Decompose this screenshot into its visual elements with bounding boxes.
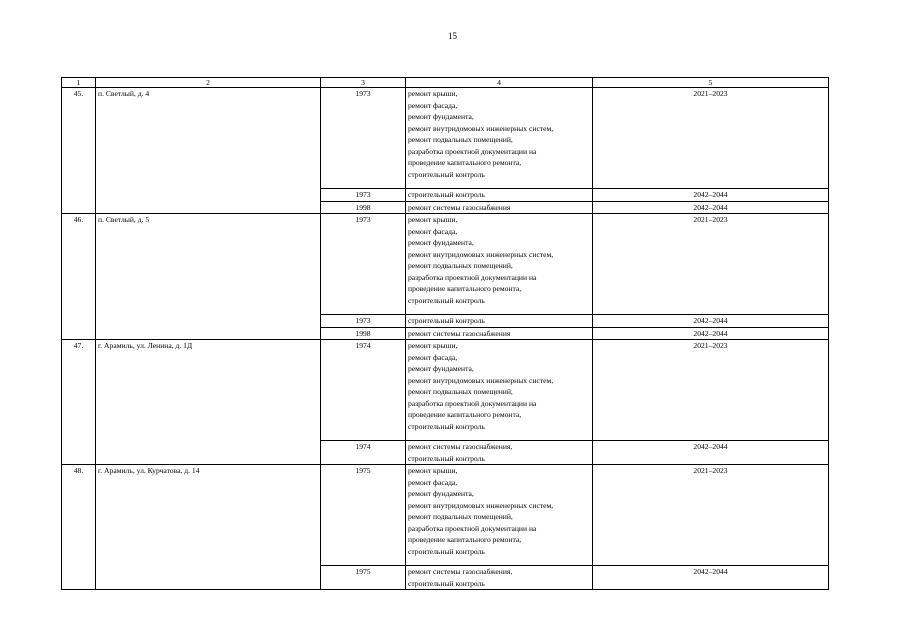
entry-works: ремонт системы газоснабжения xyxy=(406,327,593,340)
entry-number: 45. xyxy=(62,88,96,214)
entry-year: 1973 xyxy=(321,315,406,328)
entry-works: ремонт системы газоснабжения xyxy=(406,201,593,214)
repair-schedule-table xyxy=(61,77,829,590)
entry-number: 48. xyxy=(62,465,96,590)
entry-period: 2021–2023 xyxy=(593,465,829,566)
entry-period: 2042–2044 xyxy=(593,189,829,202)
entry-works: ремонт крыши, ремонт фасада, ремонт фундамента, ремонт внутридомовых инженерных систем, ремонт подвальных помещений, разработка проектной документации на проведение капитального ремонта, строительный контроль xyxy=(406,340,593,441)
entry-year: 1975 xyxy=(321,465,406,566)
entry-year: 1975 xyxy=(321,566,406,590)
entry-works: ремонт крыши, ремонт фасада, ремонт фундамента, ремонт внутридомовых инженерных систем, ремонт подвальных помещений, разработка проектной документации на проведение капитального ремонта, строительный контроль xyxy=(406,465,593,566)
header-row xyxy=(62,78,829,88)
entry-year: 1973 xyxy=(321,189,406,202)
header-cell-4: 4 xyxy=(406,78,593,88)
table-row xyxy=(62,340,829,441)
entry-number: 46. xyxy=(62,214,96,340)
entry-works: ремонт системы газоснабжения, строительный контроль xyxy=(406,566,593,590)
entry-period: 2021–2023 xyxy=(593,340,829,441)
entry-period: 2042–2044 xyxy=(593,441,829,465)
entry-works: ремонт системы газоснабжения, строительный контроль xyxy=(406,441,593,465)
entry-period: 2021–2023 xyxy=(593,214,829,315)
entry-year: 1974 xyxy=(321,441,406,465)
table-row xyxy=(62,214,829,315)
header-cell-1: 1 xyxy=(62,78,96,88)
entry-period: 2042–2044 xyxy=(593,566,829,590)
entry-year: 1973 xyxy=(321,88,406,189)
header-cell-5: 5 xyxy=(593,78,829,88)
entry-works: ремонт крыши, ремонт фасада, ремонт фундамента, ремонт внутридомовых инженерных систем, ремонт подвальных помещений, разработка проектной документации на проведение капитального ремонта, строительный контроль xyxy=(406,88,593,189)
entry-year: 1973 xyxy=(321,214,406,315)
entry-period: 2042–2044 xyxy=(593,315,829,328)
entry-period: 2042–2044 xyxy=(593,327,829,340)
entry-period: 2021–2023 xyxy=(593,88,829,189)
entry-works: строительный контроль xyxy=(406,189,593,202)
header-cell-3: 3 xyxy=(321,78,406,88)
entry-address: п. Светлый, д. 5 xyxy=(96,214,321,340)
header-cell-2: 2 xyxy=(96,78,321,88)
entry-period: 2042–2044 xyxy=(593,201,829,214)
page-number: 15 xyxy=(448,31,457,41)
entry-address: г. Арамиль, ул. Ленина, д. 1Д xyxy=(96,340,321,465)
entry-year: 1974 xyxy=(321,340,406,441)
table-row xyxy=(62,88,829,189)
entry-works: ремонт крыши, ремонт фасада, ремонт фундамента, ремонт внутридомовых инженерных систем, ремонт подвальных помещений, разработка проектной документации на проведение капитального ремонта, строительный контроль xyxy=(406,214,593,315)
entry-year: 1998 xyxy=(321,327,406,340)
entry-number: 47. xyxy=(62,340,96,465)
entry-address: п. Светлый, д. 4 xyxy=(96,88,321,214)
entry-works: строительный контроль xyxy=(406,315,593,328)
entry-year: 1998 xyxy=(321,201,406,214)
table-row xyxy=(62,465,829,566)
entry-address: г. Арамиль, ул. Курчатова, д. 14 xyxy=(96,465,321,590)
